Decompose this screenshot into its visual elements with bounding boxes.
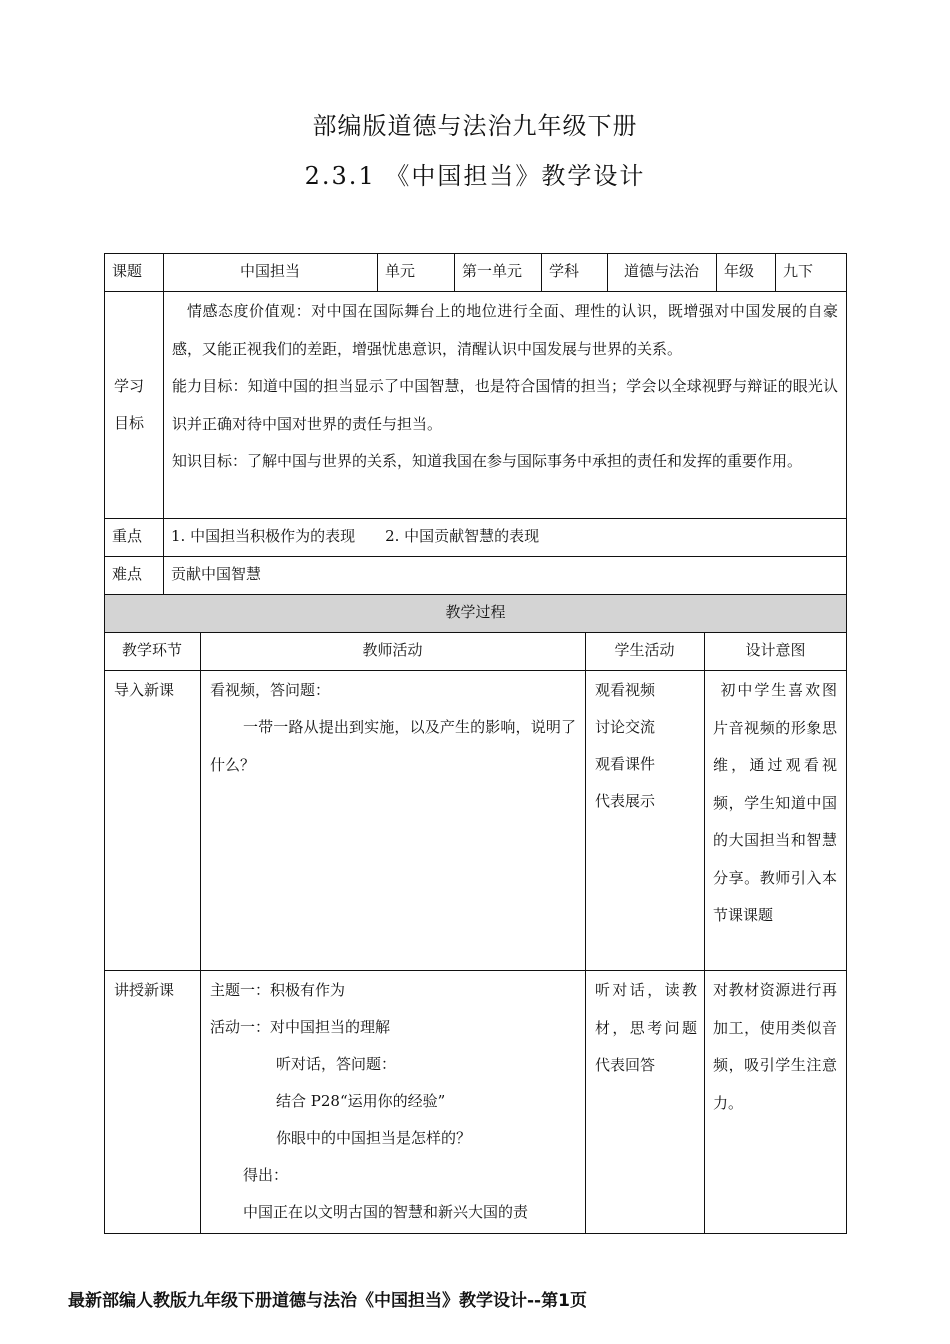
lecture-teacher-line: 结合 P28“运用你的经验”	[276, 1092, 446, 1110]
lecture-stage: 讲授新课	[114, 981, 175, 999]
unit-label: 单元	[385, 262, 416, 280]
document-subtitle: 2.3.1 《中国担当》教学设计	[304, 162, 646, 190]
intro-stage: 导入新课	[114, 681, 175, 699]
lecture-intent: 对教材资源进行再加工，使用类似音频，吸引学生注意力。	[713, 981, 837, 1112]
difficulty-label: 难点	[112, 565, 143, 583]
key-points-label: 重点	[112, 527, 143, 545]
intro-student-line: 代表展示	[595, 792, 656, 810]
grade-value: 九下	[783, 262, 814, 280]
grade-label: 年级	[724, 262, 755, 280]
lecture-teacher-line: 你眼中的中国担当是怎样的？	[276, 1129, 472, 1147]
column-header-student: 学生活动	[614, 641, 675, 659]
topic-value: 中国担当	[239, 262, 300, 280]
key-points-value: 1. 中国担当积极作为的表现 2. 中国贡献智慧的表现	[171, 527, 540, 545]
lecture-student: 听对话，读教材，思考问题代表回答	[595, 981, 697, 1074]
intro-intent: 初中学生喜欢图片音视频的形象思维，通过观看视频，学生知道中国的大国担当和智慧分享。教师引入本节课课题	[713, 681, 837, 924]
lecture-teacher-line: 主题一：积极有作为	[210, 981, 346, 999]
objective-knowledge: 知识目标：了解中国与世界的关系，知道我国在参与国际事务中承担的责任和发挥的重要作用。	[172, 452, 803, 470]
intro-teacher-line1: 看视频，答问题：	[210, 681, 331, 699]
objective-affective: 情感态度价值观：对中国在国际舞台上的地位进行全面、理性的认识，既增强对中国发展的自豪感，又能正视我们的差距，增强忧患意识，清醒认识中国发展与世界的关系。	[172, 302, 838, 358]
intro-teacher-question: 一带一路从提出到实施，以及产生的影响，说明了什么？	[210, 718, 576, 774]
process-header: 教学过程	[445, 603, 506, 621]
intro-student-line: 讨论交流	[595, 718, 656, 736]
column-header-stage: 教学环节	[121, 641, 182, 659]
lecture-teacher-line: 听对话，答问题：	[276, 1055, 397, 1073]
objectives-label-line2: 目标	[114, 414, 145, 432]
unit-value: 第一单元	[462, 262, 523, 280]
document-title: 部编版道德与法治九年级下册	[312, 112, 638, 140]
lecture-teacher-line: 中国正在以文明古国的智慧和新兴大国的责	[243, 1203, 529, 1221]
subject-value: 道德与法治	[623, 262, 699, 280]
column-header-intent: 设计意图	[745, 641, 806, 659]
intro-student-line: 观看课件	[595, 755, 656, 773]
page-footer: 最新部编人教版九年级下册道德与法治《中国担当》教学设计--第1页	[68, 1291, 587, 1311]
topic-label: 课题	[112, 262, 143, 280]
difficulty-value: 贡献中国智慧	[171, 565, 262, 583]
column-header-teacher: 教师活动	[362, 641, 423, 659]
lecture-teacher-line: 得出：	[243, 1166, 289, 1184]
objective-ability: 能力目标：知道中国的担当显示了中国智慧，也是符合国情的担当；学会以全球视野与辩证的眼光认识并正确对待中国对世界的责任与担当。	[172, 377, 838, 433]
objectives-label-line1: 学习	[114, 377, 145, 395]
subject-label: 学科	[549, 262, 580, 280]
intro-student-line: 观看视频	[595, 681, 656, 699]
lecture-teacher-line: 活动一：对中国担当的理解	[210, 1018, 391, 1036]
